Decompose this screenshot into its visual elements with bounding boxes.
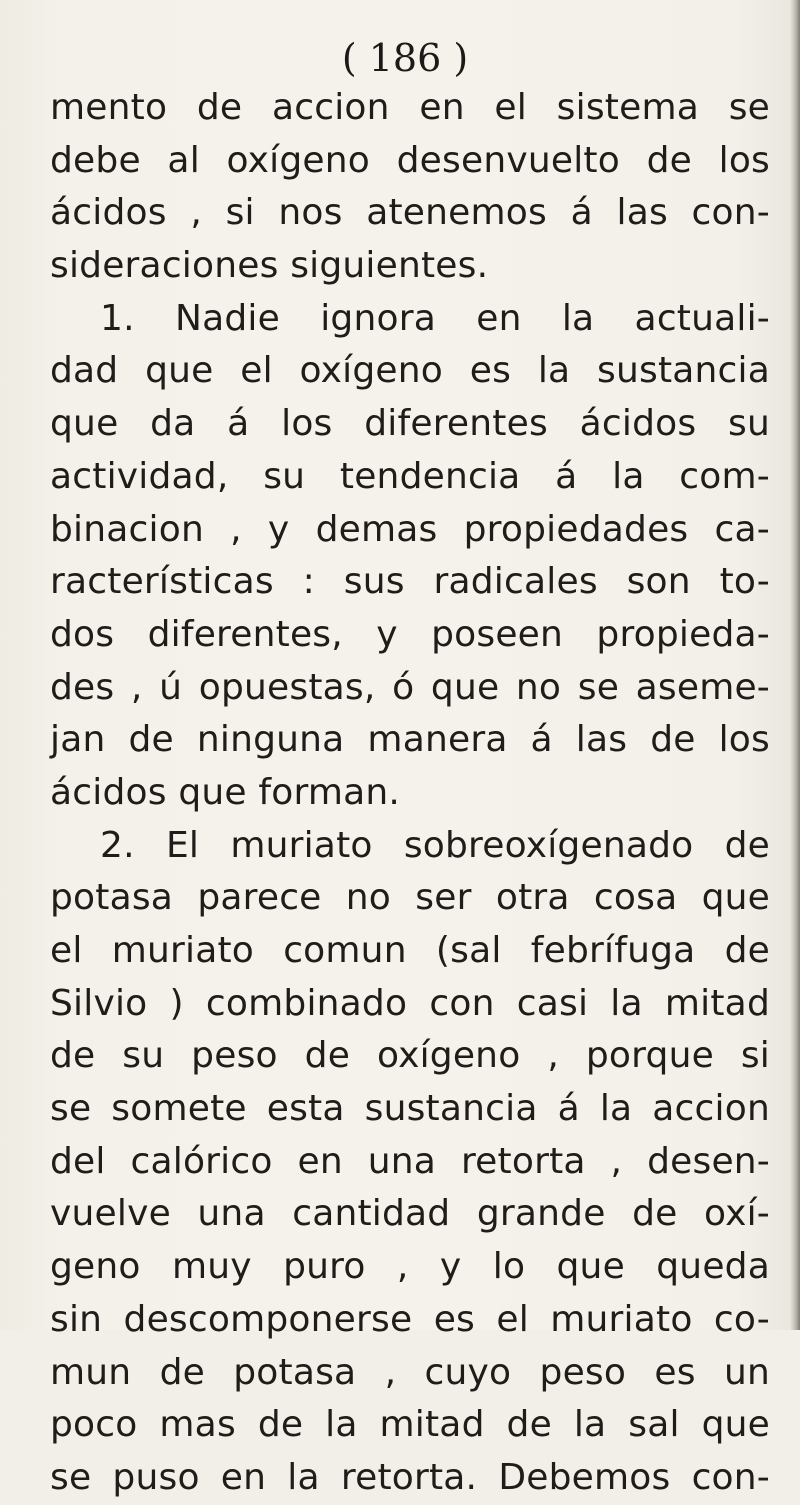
- text-line: jan de ninguna manera á las de los: [50, 719, 770, 761]
- text-line: del calórico en una retorta , desen-: [50, 1140, 770, 1182]
- text-line: se puso en la retorta. Debemos con-: [50, 1456, 770, 1498]
- text-line: poco mas de la mitad de la sal que: [50, 1404, 770, 1446]
- text-line: 1. Nadie ignora en la actuali-: [100, 297, 770, 339]
- text-line: ácidos , si nos atenemos á las con-: [50, 192, 770, 234]
- text-line: ácidos que forman.: [50, 771, 401, 813]
- text-line: se somete esta sustancia á la accion: [50, 1088, 770, 1130]
- text-line: racterísticas : sus radicales son to-: [50, 561, 770, 603]
- text-line: des , ú opuestas, ó que no se aseme-: [50, 666, 770, 708]
- text-line: dad que el oxígeno es la sustancia: [50, 350, 770, 392]
- text-line: sin descomponerse es el muriato co-: [50, 1298, 770, 1340]
- page-number: ( 186 ): [341, 36, 469, 80]
- text-line: de su peso de oxígeno , porque si: [50, 1035, 770, 1077]
- text-line: dos diferentes, y poseen propieda-: [50, 613, 770, 655]
- text-line: binacion , y demas propiedades ca-: [50, 508, 770, 550]
- text-line: 2. El muriato sobreoxígenado de: [100, 824, 770, 866]
- page-edge-shadow: [790, 0, 800, 1330]
- text-line: actividad, su tendencia á la com-: [50, 455, 770, 497]
- text-line: el muriato comun (sal febrífuga de: [50, 930, 770, 971]
- text-line: vuelve una cantidad grande de oxí-: [50, 1193, 770, 1235]
- text-line: geno muy puro , y lo que queda: [50, 1246, 770, 1288]
- text-line: mun de potasa , cuyo peso es un: [50, 1351, 770, 1393]
- text-line: sideraciones siguientes.: [50, 245, 489, 287]
- text-line: que da á los diferentes ácidos su: [50, 403, 770, 445]
- text-line: Silvio ) combinado con casi la mitad: [50, 982, 770, 1024]
- text-line: debe al oxígeno desenvuelto de los: [50, 139, 770, 181]
- text-line: potasa parece no ser otra cosa que: [50, 877, 770, 919]
- body-text: [50, 82, 770, 1505]
- text-line: mento de accion en el sistema se: [50, 87, 770, 128]
